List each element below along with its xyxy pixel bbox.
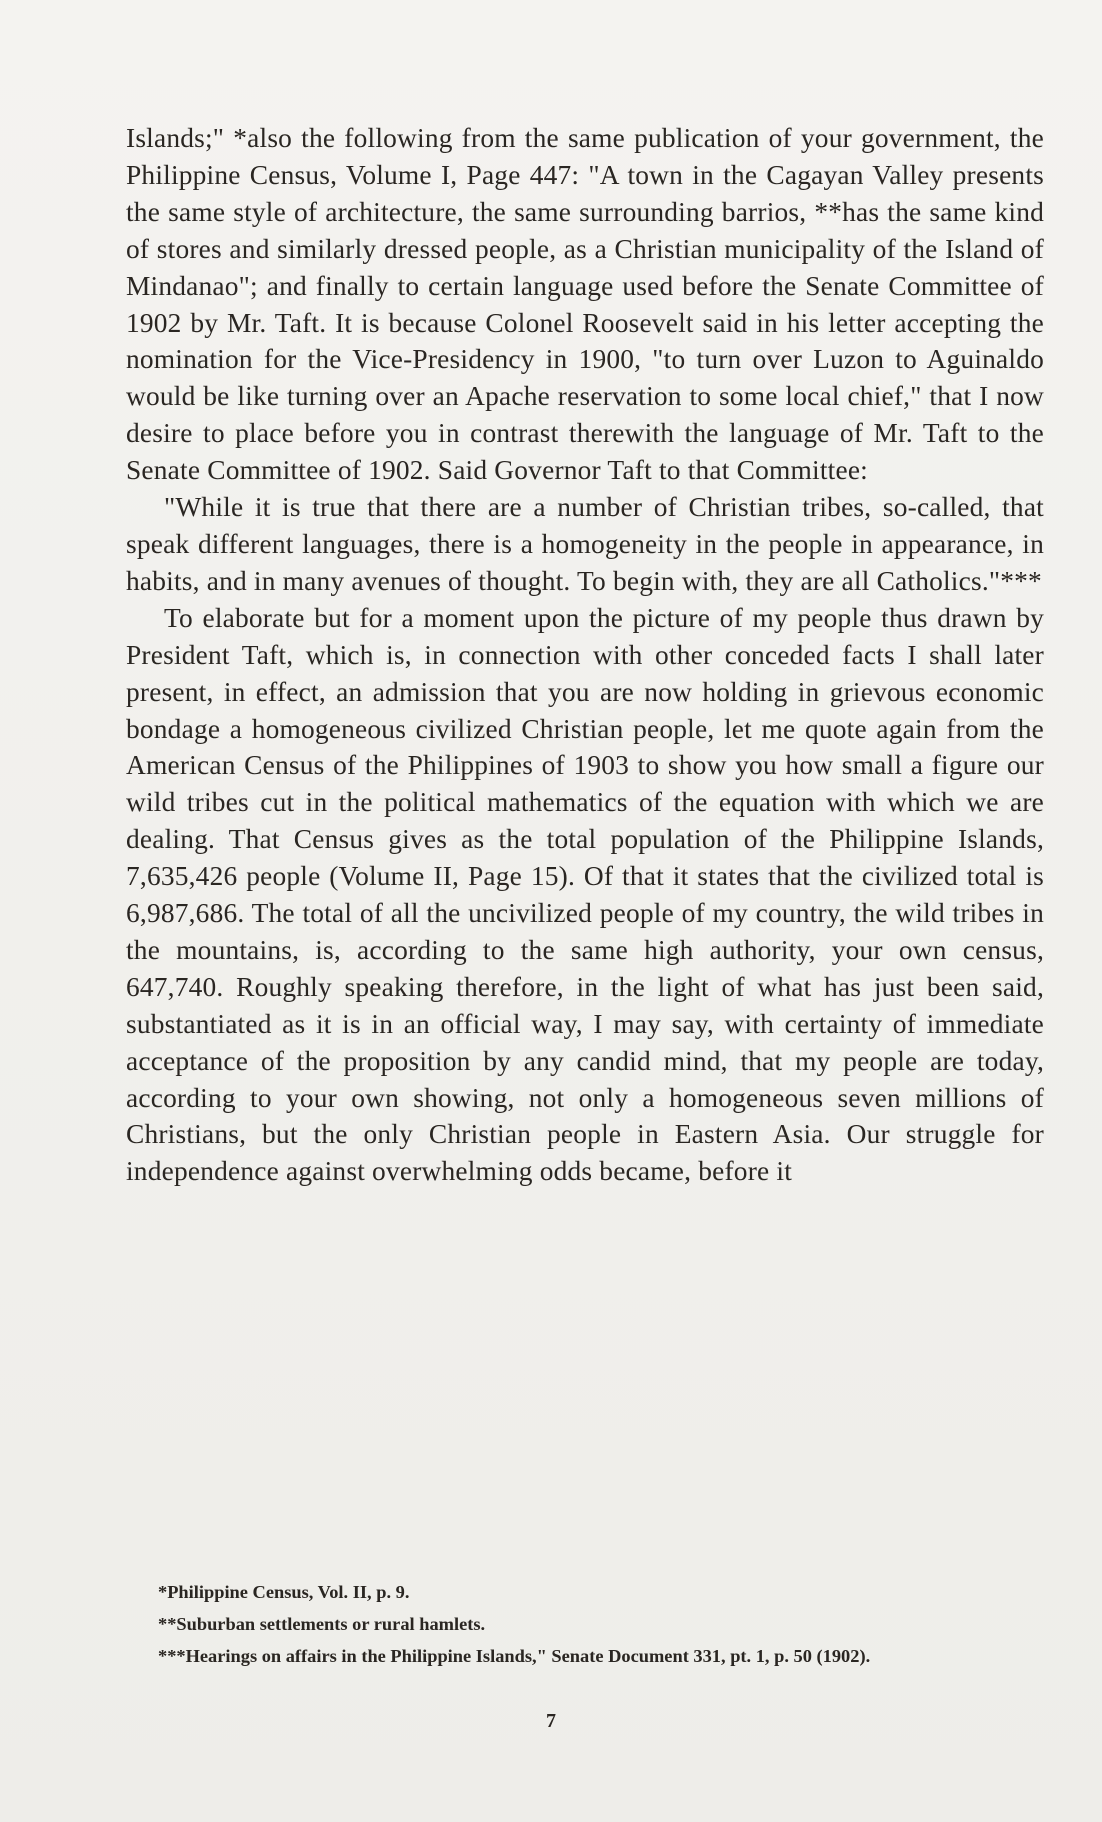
footnote-1: *Philippine Census, Vol. II, p. 9. [158, 1582, 410, 1602]
paragraph-taft-quote: "While it is true that there are a number of Christian tribes, so-called, that speak different languages, there is a homogeneity in the people in appearance, in habits, and in many avenues of thought. To begin with, they are all Catholics."*** [126, 492, 1044, 596]
paragraph-census-figures: To elaborate but for a moment upon the picture of my people thus drawn by President Taft, which is, in connection with other conceded facts I shall later present, in effect, an admission that you are now holding in grievous economic bondage a homogeneous civilized Christian people, let me quote again from the American Census of the Philippines of 1903 to show you how small a figure our wild tribes cut in the political mathematics of the equation with which we are dealing. That Census gives as the total population of the Philippine Islands, 7,635,426 people (Volume II, Page 15). Of that it states that the civilized total is 6,987,686. The total of all the uncivilized people of my country, the wild tribes in the mountains, is, according to the same high authority, your own census, 647,740. Roughly speaking therefore, in the light of what has just been said, substantiated as it is in an official way, I may say, with certainty of immediate acceptance of the proposition by any candid mind, that my people are today, according to your own showing, not only a homogeneous seven millions of Christians, but the only Christian people in Eastern Asia. Our struggle for independence against overwhelming odds became, before it [126, 602, 1044, 1187]
footnote-2: **Suburban settlements or rural hamlets. [158, 1614, 486, 1634]
footnote-3: ***Hearings on affairs in the Philippine Islands," Senate Document 331, pt. 1, p. 50 (1902). [158, 1646, 871, 1666]
paragraph-continuation: Islands;" *also the following from the same publication of your government, the Philippine Census, Volume I, Page 447: "A town in the Cagayan Valley presents the same style of architecture, the same surrounding barrios, **has the same kind of stores and similarly dressed people, as a Christian municipality of the Island of Mindanao"; and finally to certain language used before the Senate Committee of 1902 by Mr. Taft. It is because Colonel Roosevelt said in his letter accepting the nomination for the Vice-Presidency in 1900, "to turn over Luzon to Aguinaldo would be like turning over an Apache reservation to some local chief," that I now desire to place before you in contrast therewith the language of Mr. Taft to the Senate Committee of 1902. Said Governor Taft to that Committee: [126, 123, 1044, 486]
footnotes [126, 1578, 1044, 1674]
body-text [126, 120, 1044, 1190]
page-number: 7 [546, 1710, 556, 1732]
